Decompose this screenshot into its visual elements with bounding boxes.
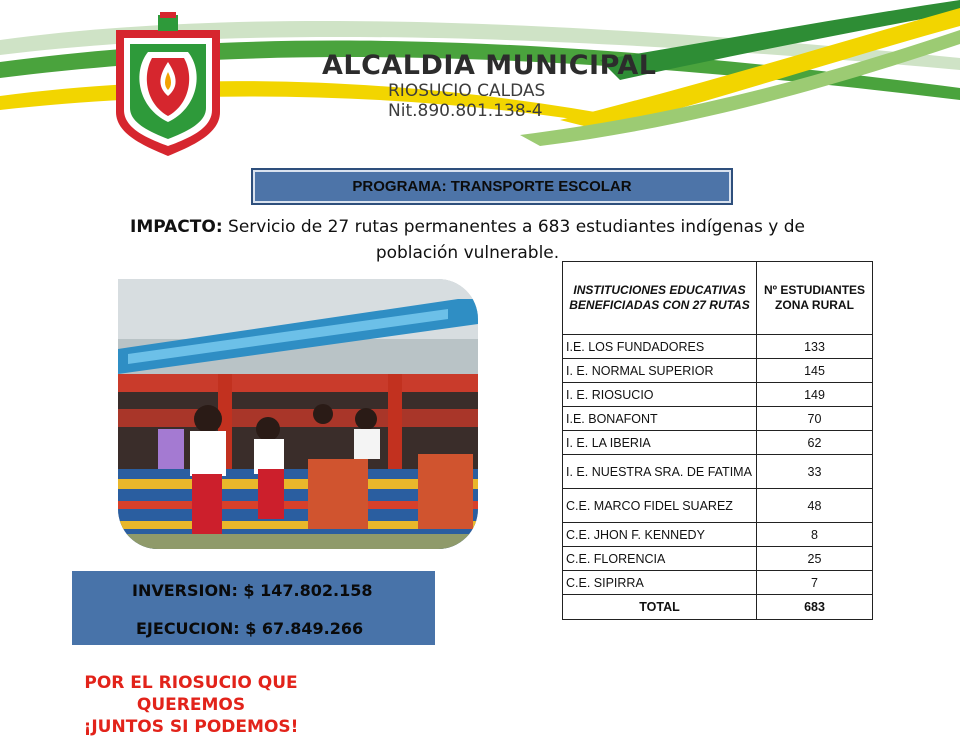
table-row — [563, 489, 873, 523]
institution-name: I. E. NUESTRA SRA. DE FATIMA — [563, 455, 757, 489]
institution-name: C.E. MARCO FIDEL SUAREZ — [563, 489, 757, 523]
students-bus-photo — [118, 279, 478, 549]
table-row — [563, 383, 873, 407]
institution-name: I. E. RIOSUCIO — [563, 383, 757, 407]
table-row — [563, 547, 873, 571]
institution-name: I.E. BONAFONT — [563, 407, 757, 431]
student-count: 70 — [757, 407, 873, 431]
student-count: 149 — [757, 383, 873, 407]
table-row — [563, 359, 873, 383]
institutions-table — [562, 261, 873, 620]
investment-box — [72, 571, 435, 645]
institution-name: I. E. LA IBERIA — [563, 431, 757, 455]
slogan-line-2: ¡JUNTOS SI PODEMOS! — [83, 717, 299, 737]
table-row — [563, 407, 873, 431]
table-row — [563, 455, 873, 489]
student-count: 33 — [757, 455, 873, 489]
execution-line — [136, 619, 363, 638]
table-header-row — [563, 262, 873, 335]
municipality-brand — [322, 50, 656, 121]
table-row — [563, 571, 873, 595]
brand-nit: Nit.890.801.138-4 — [388, 101, 543, 121]
institution-name: C.E. SIPIRRA — [563, 571, 757, 595]
campaign-slogan — [46, 672, 336, 738]
student-count: 7 — [757, 571, 873, 595]
institution-name: I.E. LOS FUNDADORES — [563, 335, 757, 359]
execution-value: $ 67.849.266 — [245, 619, 364, 638]
table-row — [563, 335, 873, 359]
investment-line — [132, 581, 372, 600]
student-count: 25 — [757, 547, 873, 571]
student-count: 145 — [757, 359, 873, 383]
institutions-column-header: INSTITUCIONES EDUCATIVAS BENEFICIADAS CON 27 RUTAS — [563, 262, 757, 335]
brand-city: RIOSUCIO CALDAS — [388, 81, 546, 101]
slogan-line-1: POR EL RIOSUCIO QUE QUEREMOS — [84, 673, 298, 715]
table-total-row — [563, 595, 873, 620]
student-count: 8 — [757, 523, 873, 547]
investment-label: INVERSION: — [132, 581, 238, 600]
impact-statement — [110, 214, 825, 266]
execution-label: EJECUCION: — [136, 619, 240, 638]
municipal-shield-logo — [112, 12, 224, 158]
student-count: 62 — [757, 431, 873, 455]
investment-value: $ 147.802.158 — [243, 581, 373, 600]
institution-name: C.E. FLORENCIA — [563, 547, 757, 571]
program-title: PROGRAMA: TRANSPORTE ESCOLAR — [352, 178, 632, 195]
institution-name: I. E. NORMAL SUPERIOR — [563, 359, 757, 383]
student-count: 133 — [757, 335, 873, 359]
program-title-box — [251, 168, 733, 205]
table-row — [563, 523, 873, 547]
total-value: 683 — [757, 595, 873, 620]
impact-label: IMPACTO: — [130, 217, 223, 237]
impact-text: Servicio de 27 rutas permanentes a 683 estudiantes indígenas y de población vulnerable. — [228, 217, 805, 263]
total-label: TOTAL — [563, 595, 757, 620]
institution-name: C.E. JHON F. KENNEDY — [563, 523, 757, 547]
students-column-header: Nº ESTUDIANTES ZONA RURAL — [757, 262, 873, 335]
student-count: 48 — [757, 489, 873, 523]
table-row — [563, 431, 873, 455]
brand-title: ALCALDIA MUNICIPAL — [322, 50, 657, 81]
